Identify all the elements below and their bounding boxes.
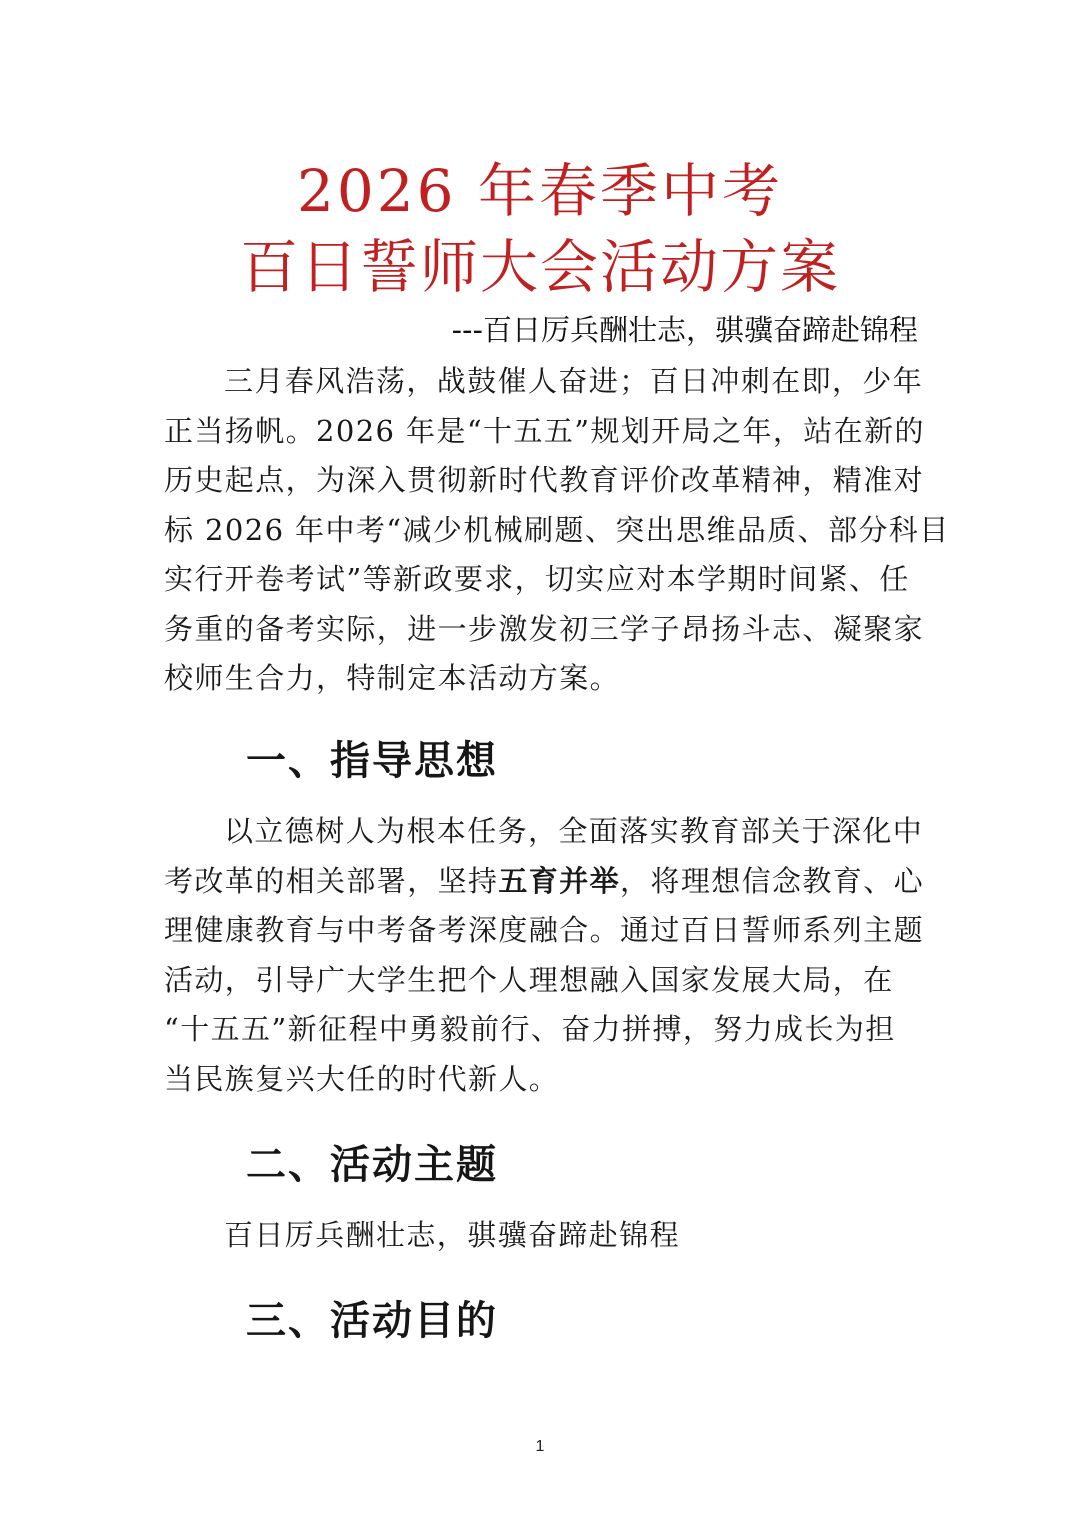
intro-line: 三月春风浩荡，战鼓催人奋进；百日冲刺在即，少年: [224, 364, 924, 398]
activity-theme-text: 百日厉兵酬壮志，骐骥奋蹄赴锦程: [224, 1218, 681, 1252]
document-title-line-1: 2026 年春季中考: [296, 157, 784, 225]
guiding-line: 以立德树人为根本任务，全面落实教育部关于深化中: [224, 814, 924, 848]
intro-line: 历史起点，为深入贯彻新时代教育评价改革精神，精准对: [164, 463, 925, 497]
page-number: 1: [535, 1438, 545, 1455]
intro-line: 实行开卷考试”等新政要求，切实应对本学期时间紧、任: [164, 562, 910, 596]
guiding-line: 活动，引导广大学生把个人理想融入国家发展大局，在: [164, 962, 894, 997]
guiding-line-text: ，将理想信念教育、心: [620, 863, 925, 898]
intro-line: 正当扬帆。2026 年是“十五五”规划开局之年，站在新的: [164, 413, 925, 448]
section-heading-activity-purpose: 三、活动目的: [246, 1298, 498, 1344]
document-subtitle: ---百日厉兵酬壮志，骐骥奋蹄赴锦程: [451, 313, 918, 347]
guiding-line: 当民族复兴大任的时代新人。: [164, 1061, 560, 1096]
document-title-line-2: 百日誓师大会活动方案: [239, 233, 840, 301]
intro-paragraph: [164, 357, 950, 704]
section-heading-guiding-ideology: 一、指导思想: [246, 738, 498, 784]
guiding-line: 理健康教育与中考备考深度融合。通过百日誓师系列主题: [164, 913, 925, 947]
intro-line: 校师生合力，特制定本活动方案。: [164, 661, 621, 695]
guiding-line-emphasis: 五育并举: [498, 863, 621, 898]
section-heading-activity-theme: 二、活动主题: [246, 1142, 498, 1188]
intro-line: 标 2026 年中考“减少机械刷题、突出思维品质、部分科目: [164, 512, 950, 547]
guiding-line: “十五五”新征程中勇毅前行、奋力拼搏，努力成长为担: [164, 1012, 896, 1046]
intro-line: 务重的备考实际，进一步激发初三学子昂扬斗志、凝聚家: [164, 611, 925, 646]
guiding-line: [164, 857, 925, 907]
guiding-ideology-paragraph: [164, 807, 925, 1104]
guiding-line-text: 考改革的相关部署，坚持: [164, 863, 499, 898]
